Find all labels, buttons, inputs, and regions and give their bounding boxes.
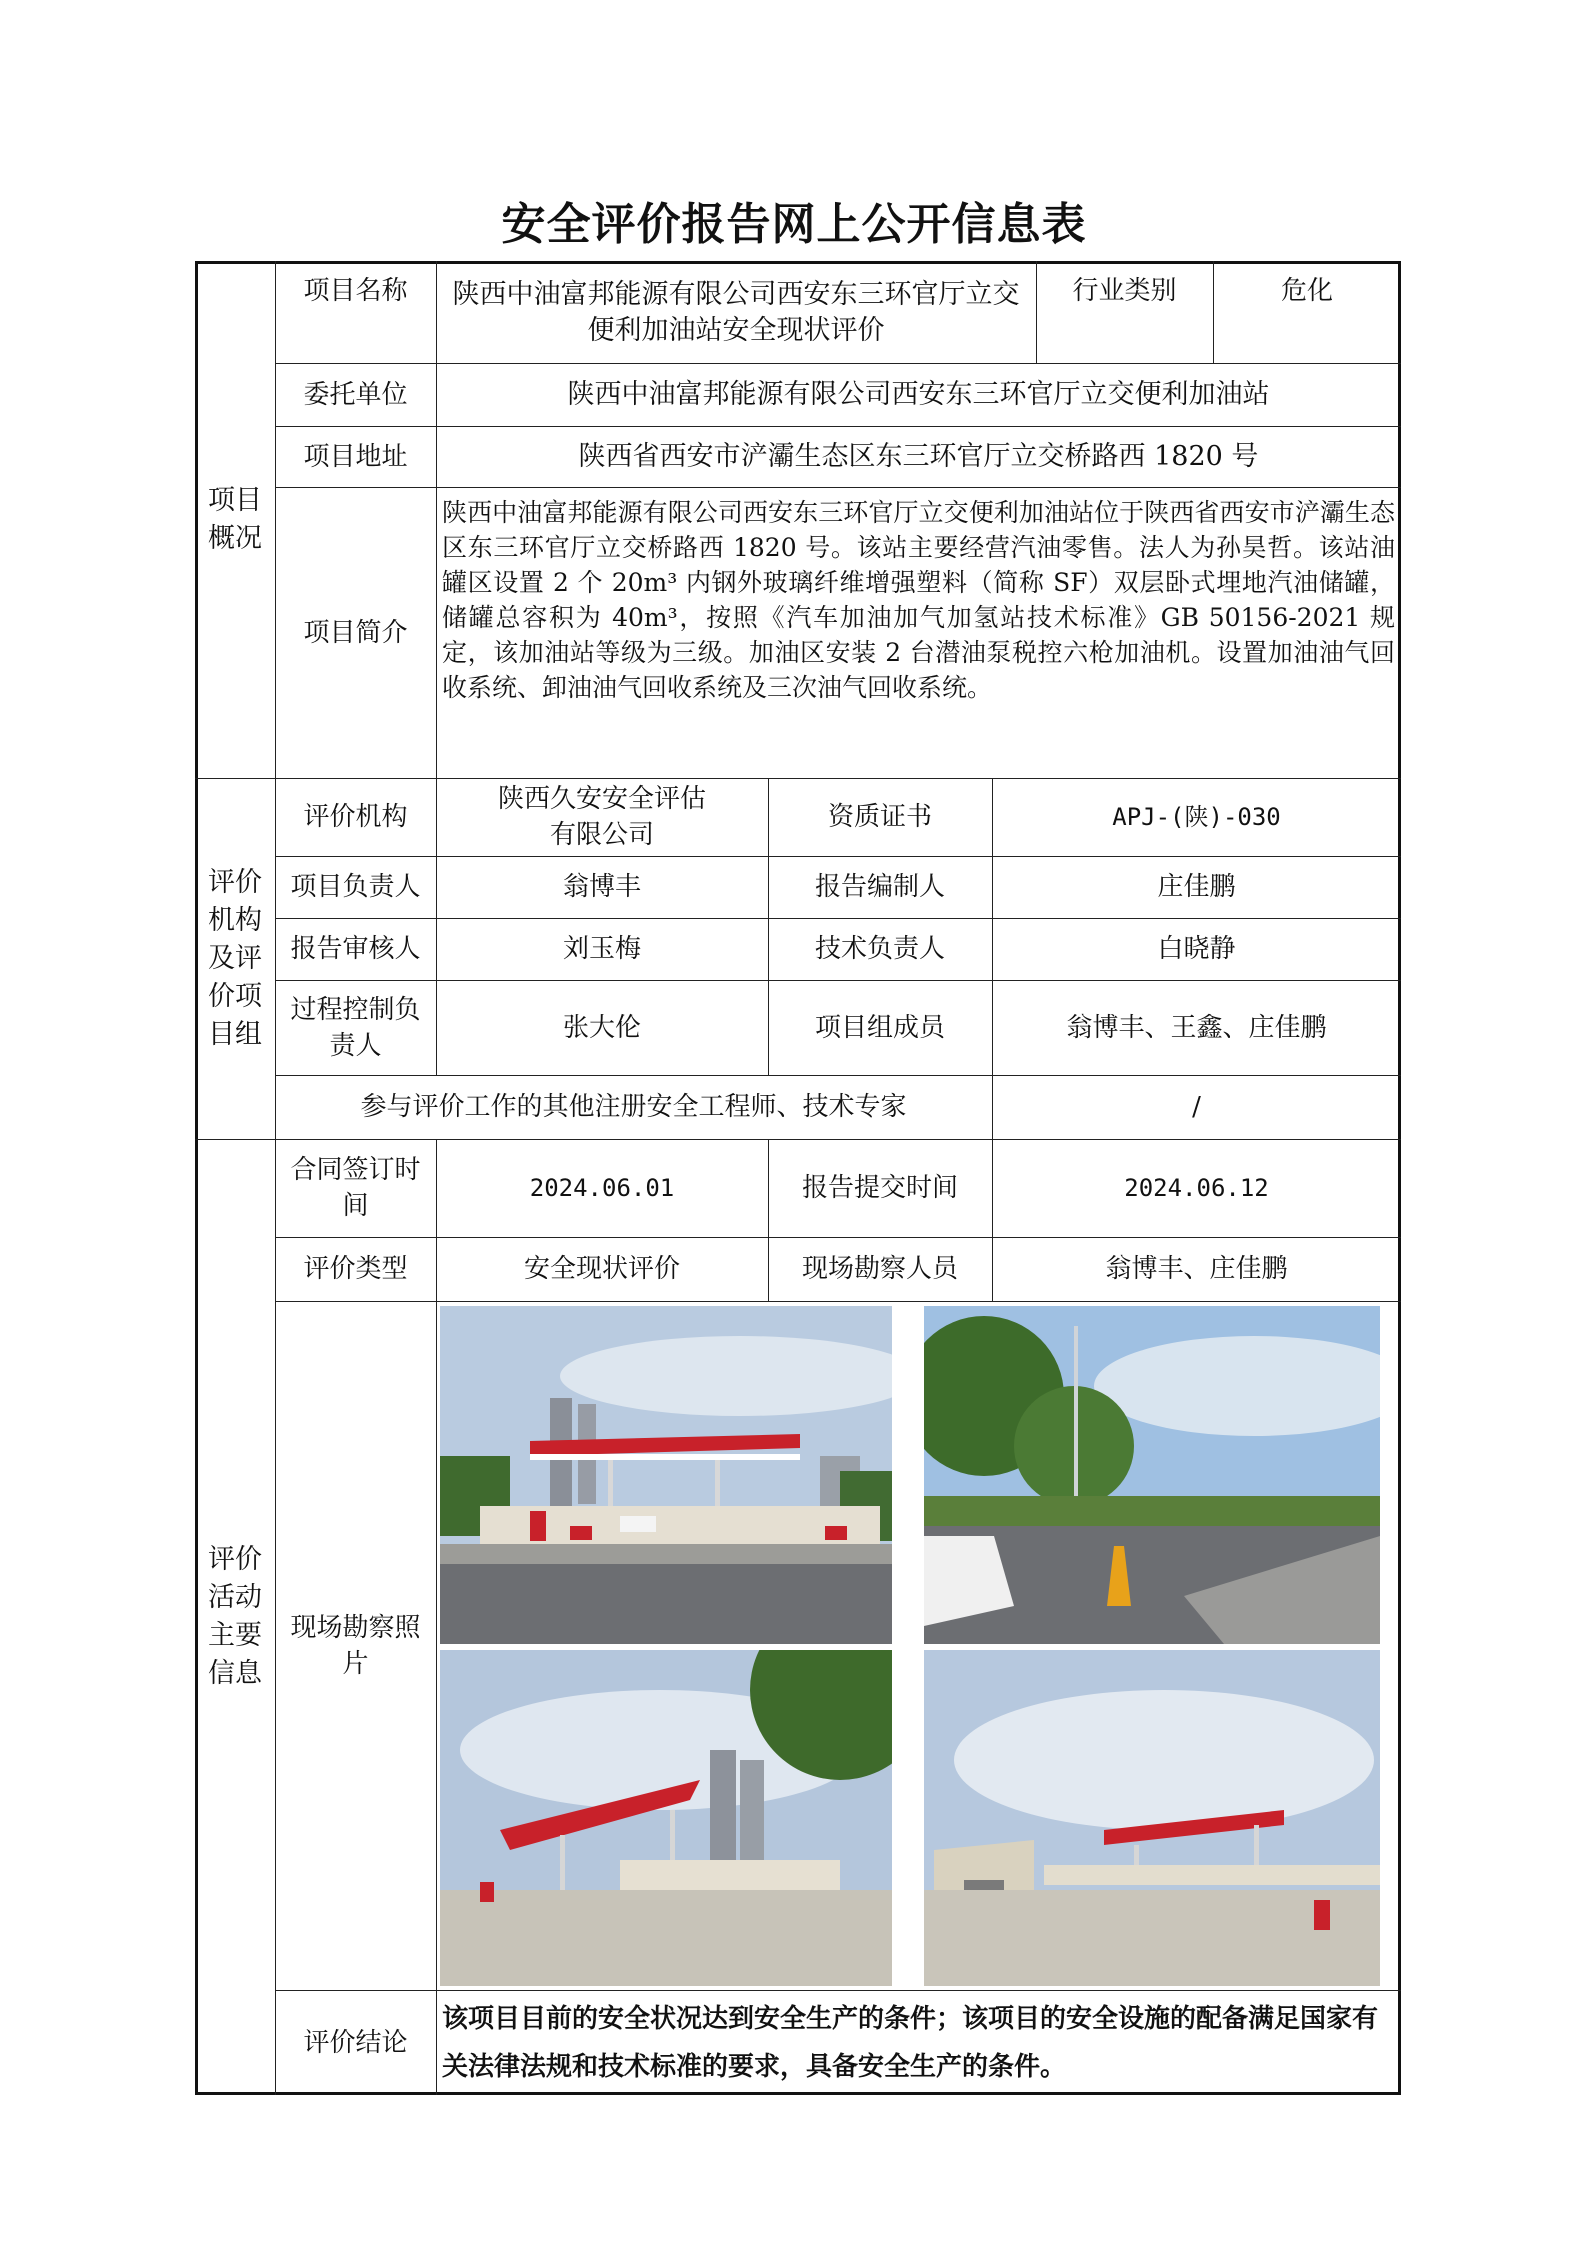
intro-text: 陕西中油富邦能源有限公司西安东三环官厅立交便利加油站位于陕西省西安市浐灞生态区东三环官厅立交桥路西 1820 号。该站主要经营汽油零售。法人为孙昊哲。该站油罐区设置 2 个 20m³ 内钢外玻璃纤维增强塑料（简称 SF）双层卧式埋地汽油储罐，储罐总容积为 40m³，按照《汽车加油加气加氢站技术标准》GB 50156-2021 规定，该加油站等级为三级。加油区安装 2 台潜油泵税控六枪加油机。设置加油油气回收系统、卸油油气回收系统及三次油气回收系统。 bbox=[442, 498, 1395, 702]
process-label: 过程控制负责人 bbox=[290, 994, 421, 1061]
section-activity: 评价活动主要信息 bbox=[208, 1544, 262, 1689]
conclusion-label: 评价结论 bbox=[303, 2027, 408, 2058]
cert-value: APJ-(陕)-030 bbox=[1112, 803, 1281, 831]
site-photo-road bbox=[924, 1306, 1380, 1644]
cert-label: 资质证书 bbox=[827, 802, 932, 832]
survey-label: 现场勘察人员 bbox=[801, 1254, 958, 1284]
survey-value: 翁博丰、庄佳鹏 bbox=[1105, 1254, 1288, 1284]
type-label: 评价类型 bbox=[303, 1254, 408, 1284]
intro-label: 项目简介 bbox=[303, 617, 408, 648]
reviewer-value: 刘玉梅 bbox=[562, 934, 641, 964]
reviewer-label: 报告审核人 bbox=[290, 934, 421, 964]
submit-label: 报告提交时间 bbox=[801, 1173, 958, 1203]
submit-value: 2024.06.12 bbox=[1124, 1174, 1269, 1202]
site-photo-wide bbox=[440, 1650, 892, 1986]
agency-value: 陕西久安安全评估有限公司 bbox=[497, 784, 706, 850]
leader-value: 翁博丰 bbox=[562, 872, 641, 902]
address-value: 陕西省西安市浐灞生态区东三环官厅立交桥路西 1820 号 bbox=[578, 440, 1259, 472]
client-value: 陕西中油富邦能源有限公司西安东三环官厅立交便利加油站 bbox=[567, 378, 1270, 410]
members-label: 项目组成员 bbox=[814, 1012, 945, 1043]
type-value: 安全现状评价 bbox=[523, 1254, 680, 1284]
site-photo-building bbox=[924, 1650, 1380, 1986]
members-value: 翁博丰、王鑫、庄佳鹏 bbox=[1066, 1012, 1327, 1043]
conclusion-text: 该项目目前的安全状况达到安全生产的条件；该项目的安全设施的配备满足国家有关法律法规和技术标准的要求，具备安全生产的条件。 bbox=[442, 2003, 1379, 2082]
writer-value: 庄佳鹏 bbox=[1157, 872, 1236, 902]
client-label: 委托单位 bbox=[303, 379, 408, 410]
industry-label: 行业类别 bbox=[1072, 276, 1177, 306]
photos-label: 现场勘察照片 bbox=[290, 1612, 421, 1679]
tech-label: 技术负责人 bbox=[814, 934, 945, 964]
tech-value: 白晓静 bbox=[1157, 934, 1236, 964]
project-name-label: 项目名称 bbox=[303, 276, 408, 306]
agency-label: 评价机构 bbox=[303, 802, 408, 832]
writer-label: 报告编制人 bbox=[814, 872, 945, 902]
others-value: / bbox=[1192, 1092, 1201, 1122]
contract-value: 2024.06.01 bbox=[529, 1174, 675, 1202]
address-label: 项目地址 bbox=[303, 441, 408, 472]
site-photo-front bbox=[440, 1306, 892, 1644]
section-org: 评价机构及评价项目组 bbox=[208, 866, 262, 1050]
others-label: 参与评价工作的其他注册安全工程师、技术专家 bbox=[360, 1092, 907, 1122]
section-overview: 项目概况 bbox=[208, 484, 262, 554]
process-value: 张大伦 bbox=[562, 1012, 641, 1043]
project-name: 陕西中油富邦能源有限公司西安东三环官厅立交便利加油站安全现状评价 bbox=[452, 279, 1020, 346]
page-title: 安全评价报告网上公开信息表 bbox=[501, 199, 1087, 250]
leader-label: 项目负责人 bbox=[290, 872, 421, 902]
contract-label: 合同签订时间 bbox=[290, 1155, 421, 1221]
industry-value: 危化 bbox=[1280, 276, 1333, 306]
